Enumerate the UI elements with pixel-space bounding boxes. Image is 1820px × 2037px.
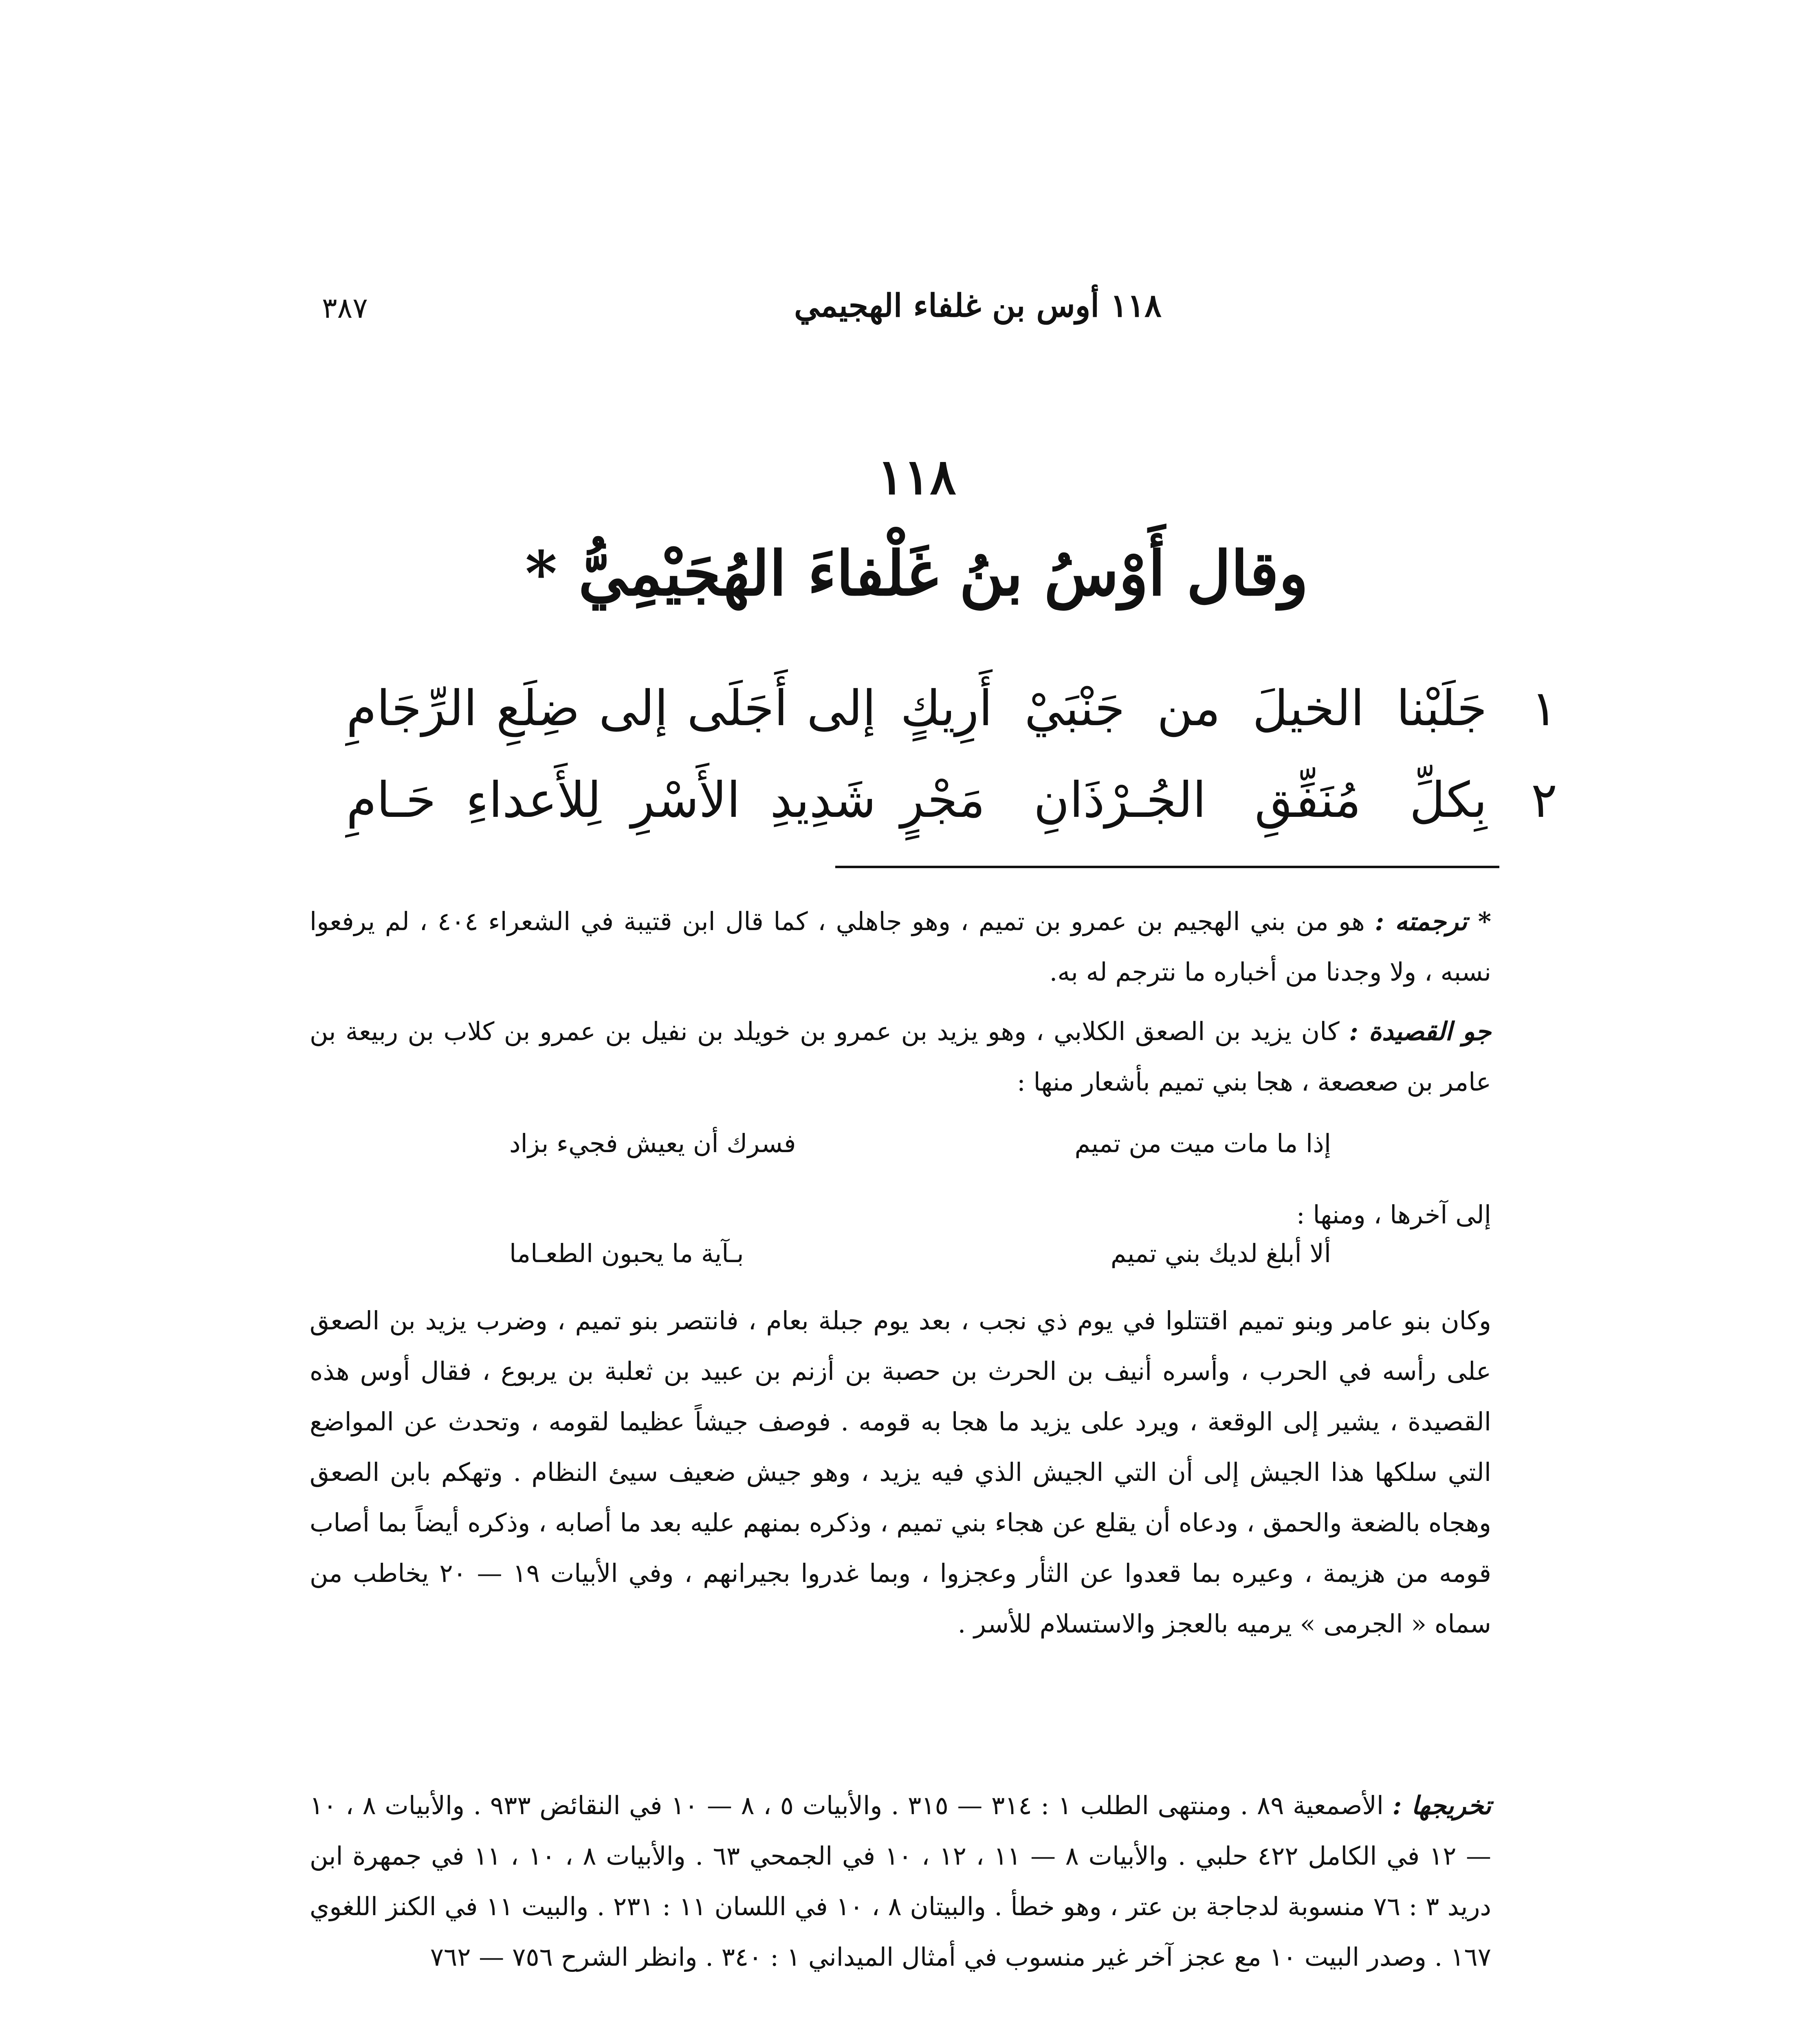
quote1-first-half: إذا ما مات ميت من تميم [1074,1128,1331,1158]
verse-line [346,680,1558,754]
verse-number: ٢ [1531,772,1558,829]
occasion-text: كان يزيد بن الصعق الكلابي ، وهو يزيد بن عمرو بن خويلد بن نفيل بن عمرو بن كلاب بن ربيعة بن عامر بن صعصعة ، هجا بني تميم بأشعار منها : [310,1016,1491,1097]
page-number: ٣٨٧ [322,291,368,325]
quote2-second-half: بـآية ما يحبون الطعـاما [509,1238,744,1268]
quote1-second-half: فسرك أن يعيش فجيء بزاد [509,1128,796,1158]
running-title: ١١٨ أوس بن غلفاء الهجيمي [794,287,1162,324]
biography-label: * ترجمته : [1375,906,1491,936]
verse-second-hemistich: شَدِيدِ الأَسْرِ لِلأَعداءِ حَـامِ [346,772,876,829]
poem-number: ١١٨ [877,448,956,506]
sources-text: الأصمعية ٨٩ . ومنتهى الطلب ١ : ٣١٤ — ٣١٥ . والأبيات ٥ ، ٨ — ١٠ في النقائض ٩٣٣ . والأبيات ٨ ، ١٠ — ١٢ في الكامل ٤٢٢ حلبي . والأبيات ٨ — ١١ ، ١٢ ، ١٠ في الجمحي ٦٣ . والأبيات ٨ ، ١٠ ، ١١ في جمهرة ابن دريد ٣ : ٧٦ منسوبة لدجاجة بن عتر ، وهو خطأ . والبيتان ٨ ، ١٠ في اللسان ١١ : ٢٣١ . والبيت ١١ في الكنز اللغوي ١٦٧ . وصدر البيت ١٠ مع عجز آخر غير منسوب في أمثال الميداني ١ : ٣٤٠ . وانظر الشرح ٧٥٦ — ٧٦٢ [310,1791,1492,1972]
biography-text: هو من بني الهجيم بن عمرو بن تميم ، وهو جاهلي ، كما قال ابن قتيبة في الشعراء ٤٠٤ ، لم يرفعوا نسبه ، ولا وجدنا من أخباره ما نترجم له به. [310,906,1491,987]
quote2-first-half: ألا أبلغ لديك بني تميم [1110,1238,1331,1268]
occasion-label: جو القصيدة : [1349,1016,1491,1046]
verse-first-hemistich: جَلَبْنا الخيلَ من جَنْبَيْ أَرِيكٍ [900,680,1487,737]
quote-connector: إلى آخرها ، ومنها : [1296,1200,1491,1230]
sources-label: تخريجها : [1392,1791,1491,1820]
footnote-divider [835,866,1499,868]
verse-line [346,772,1558,845]
verse-first-hemistich: بِكلِّ مُنَفِّقِ الجُـرْذَانِ مَجْرٍ [900,772,1487,829]
verse-second-hemistich: إلى أَجَلَى إلى ضِلَعِ الرِّجَامِ [346,680,876,737]
poem-title: وقال أَوْسُ بنُ غَلْفاءَ الهُجَيْمِيُّ * [525,538,1309,609]
narrative-paragraph: وكان بنو عامر وبنو تميم اقتتلوا في يوم ذي نجب ، بعد يوم جبلة بعام ، فانتصر بنو تميم ، وضرب يزيد بن الصعق على رأسه في الحرب ، وأسره أنيف بن الحرث بن حصبة بن أزنم بن عبيد بن ثعلبة بن يربوع ، فقال أوس هذه القصيدة ، يشير إلى الوقعة ، ويرد على يزيد ما هجا به قومه . فوصف جيشاً عظيما لقومه ، وتحدث عن المواضع التي سلكها هذا الجيش إلى أن التي الجيش الذي فيه يزيد ، وهو جيش ضعيف سيئ النظام . وتهكم بابن الصعق وهجاه بالضعة والحمق ، ودعاه أن يقلع عن هجاء بني تميم ، وذكره بمنهم عليه بعد ما أصابه ، وذكره أيضاً بما أصاب قومه من هزيمة ، وعيره بما قعدوا عن الثأر وعجزوا ، وبما غدروا بجيرانهم ، وفي الأبيات ١٩ — ٢٠ يخاطب من سماه « الجرمى » يرميه بالعجز والاستسلام للأسر . [310,1306,1492,1639]
occasion-note [310,1006,1491,1107]
sources-note [310,1780,1491,1982]
verse-number: ١ [1531,680,1558,737]
biography-note [310,896,1491,997]
